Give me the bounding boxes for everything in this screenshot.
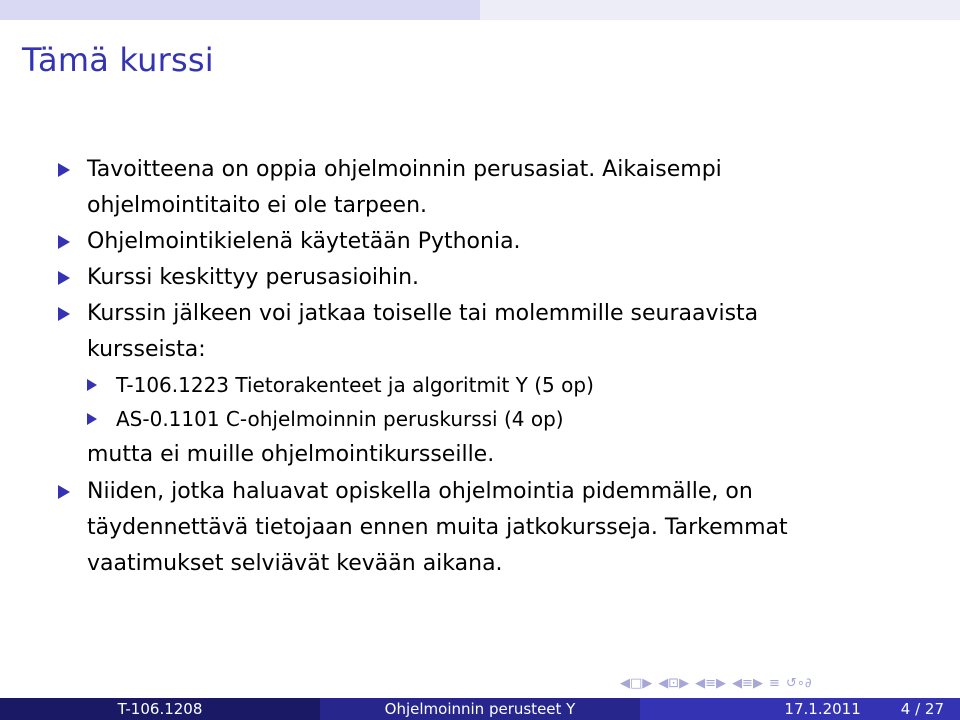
- prev-section-icon[interactable]: ◀≡▶: [695, 675, 727, 691]
- align-icon[interactable]: ≡: [768, 675, 780, 691]
- progress-strip-left: [0, 0, 480, 20]
- bullet-item: [58, 260, 858, 296]
- triangle-bullet-icon: [58, 235, 70, 249]
- bullet-item: [58, 474, 858, 582]
- sub-bullet-item: [58, 402, 858, 436]
- bullet-text-cont: vaatimukset selviävät kevään aikana.: [87, 551, 503, 576]
- continuation-text: mutta ei muille ohjelmointikursseille.: [87, 442, 495, 467]
- sub-bullet-item: [58, 368, 858, 402]
- search-icon[interactable]: ↺∘∂: [785, 675, 812, 691]
- beamer-navigation: [620, 674, 812, 692]
- triangle-bullet-icon: [87, 413, 97, 425]
- bullet-text-cont: täydennettävä tietojaan ennen muita jatkokursseja. Tarkemmat: [87, 515, 788, 540]
- progress-strip-right: [480, 0, 960, 20]
- sub-bullet-text: T-106.1223 Tietorakenteet ja algoritmit Y (5 op): [116, 373, 594, 397]
- bullet-text: Ohjelmointikielenä käytetään Pythonia.: [87, 229, 521, 254]
- footer-page-number: 4 / 27: [900, 700, 944, 718]
- prev-frame-icon[interactable]: ◀⊡▶: [658, 675, 690, 691]
- bullet-text: Kurssi keskittyy perusasioihin.: [87, 265, 420, 290]
- footer-course-code: T-106.1208: [0, 698, 320, 720]
- bullet-text: Kurssin jälkeen voi jatkaa toiselle tai molemmille seuraavista: [87, 301, 759, 326]
- bullet-item: [58, 296, 858, 368]
- triangle-bullet-icon: [58, 485, 70, 499]
- sub-bullet-text: AS-0.1101 C-ohjelmoinnin peruskurssi (4 op): [116, 407, 564, 431]
- slide-title: Tämä kurssi: [22, 41, 214, 79]
- slide-content: [58, 152, 858, 582]
- triangle-bullet-icon: [58, 307, 70, 321]
- bullet-item: [58, 152, 858, 224]
- bullet-text-cont: ohjelmointitaito ei ole tarpeen.: [87, 193, 428, 218]
- next-section-icon[interactable]: ◀≡▶: [732, 675, 763, 691]
- triangle-bullet-icon: [58, 271, 70, 285]
- footer: [0, 698, 960, 720]
- bullet-text: Tavoitteena on oppia ohjelmoinnin perusasiat. Aikaisempi: [87, 157, 722, 182]
- footer-right: [640, 698, 960, 720]
- bullet-text-cont: kursseista:: [87, 337, 206, 362]
- footer-date: 17.1.2011: [784, 700, 861, 718]
- progress-strip: [0, 0, 960, 20]
- first-frame-icon[interactable]: ◀□▶: [620, 675, 653, 691]
- triangle-bullet-icon: [58, 163, 70, 177]
- footer-course-name: Ohjelmoinnin perusteet Y: [320, 698, 640, 720]
- bullet-item: [58, 224, 858, 260]
- triangle-bullet-icon: [87, 379, 97, 391]
- bullet-text: Niiden, jotka haluavat opiskella ohjelmointia pidemmälle, on: [87, 479, 753, 504]
